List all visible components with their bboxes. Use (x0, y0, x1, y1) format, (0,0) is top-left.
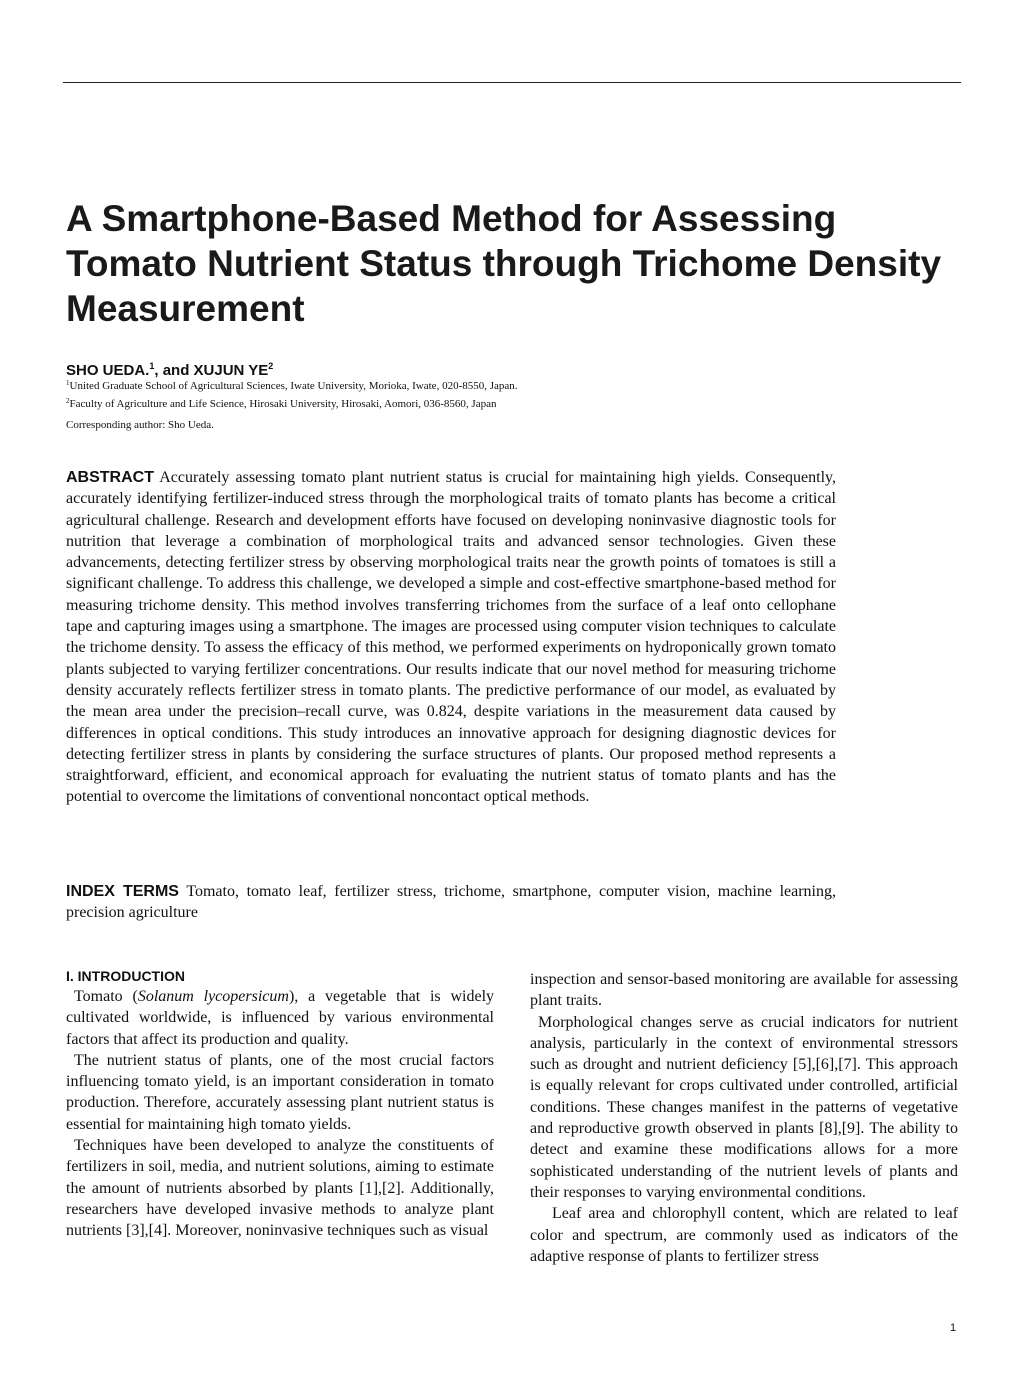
intro-p1-end: ), a vegetable that is widely cultivated worldwide, is influenced by various environmental factors that affect its production and quality. (66, 988, 495, 1048)
intro-paragraph-2: The nutrient status of plants, one of the most crucial factors influencing tomato yield, is an important consideration in tomato production. Therefore, accurately assessing plant nutrient status is essential for maintaining high tomato yields. (66, 1051, 494, 1133)
affiliation-1-mark: 1 (66, 379, 70, 387)
intro-paragraph-3: Techniques have been developed to analyze the constituents of fertilizers in soil, media, and nutrient solutions, aiming to estimate the amount of nutrients absorbed by plants [1],[2]. Additionally, researchers have developed invasive methods to analyze plant nutrients [3],[4]. Moreover, noninvasive techniques such as visual (66, 1137, 494, 1240)
section-heading-introduction: I. INTRODUCTION (66, 968, 185, 984)
column-right (530, 969, 958, 1267)
author-1-affiliation-mark: 1 (149, 361, 155, 371)
abstract-label: ABSTRACT (66, 469, 154, 486)
index-terms-label: INDEX TERMS (66, 883, 179, 900)
affiliation-1-text: United Graduate School of Agricultural Sciences, Iwate University, Morioka, Iwate, 020-8550, Japan. (69, 380, 518, 392)
intro-paragraph-1 (66, 986, 494, 1050)
affiliation-1 (66, 376, 518, 393)
intro-paragraph-5: Leaf area and chlorophyll content, which are related to leaf color and spectrum, are commonly used as indicators of the adaptive response of plants to fertilizer stress (530, 1205, 958, 1265)
affiliation-2 (66, 394, 496, 411)
column-left (66, 966, 494, 1242)
author-2-affiliation-mark: 2 (268, 361, 274, 371)
affiliation-2-mark: 2 (66, 397, 70, 405)
page-number: 1 (950, 1322, 957, 1334)
intro-paragraph-4: Morphological changes serve as crucial indicators for nutrient analysis, particularly in the context of environmental stressors such as drought and nutrient deficiency [5],[6],[7]. This approach is equally relevant for crops cultivated under controlled, artificial conditions. These changes manifest in the patterns of vegetative and reproductive growth observed in plants [8],[9]. The ability to detect and examine these modifications allows for a more sophisticated understanding of the nutrient levels of plants and their responses to varying environmental conditions. (530, 1013, 958, 1201)
author-separator: , and (154, 362, 194, 379)
affiliation-2-text: Faculty of Agriculture and Life Science, Hirosaki University, Hirosaki, Aomori, 036-8560, Japan (69, 398, 497, 410)
index-terms-text: Tomato, tomato leaf, fertilizer stress, trichome, smartphone, computer vision, machine learning, precision agriculture (66, 883, 837, 922)
author-1: SHO UEDA. (66, 362, 150, 379)
paper-title: A Smartphone-Based Method for Assessing Tomato Nutrient Status through Trichome Density Measurement (66, 198, 942, 329)
intro-p1-start: Tomato ( (74, 988, 138, 1005)
intro-paragraph-3-continued: inspection and sensor-based monitoring are available for assessing plant traits. (530, 971, 958, 1010)
abstract-text: Accurately assessing tomato plant nutrient status is crucial for maintaining high yields. Consequently, accurately identifying fertilizer-induced stress through the morphological traits of tomato plants has become a critical agricultural challenge. Research and development efforts have focused on developing noninvasive diagnostic tools for nutrition that leverage a combination of morphological traits and advanced sensor technologies. Given these advancements, detecting fertilizer stress by observing morphological traits near the growth points of tomatoes is still a significant challenge. To address this challenge, we developed a simple and cost-effective smartphone-based method for measuring trichome density. This method involves transferring trichomes from the surface of a leaf onto cellophane tape and capturing images using a smartphone. The images are processed using computer vision techniques to calculate the trichome density. To assess the efficacy of this method, we performed experiments on hydroponically grown tomato plants subjected to varying fertilizer concentrations. Our results indicate that our novel method for measuring trichome density accurately reflects fertilizer stress in tomato plants. The predictive performance of our model, as evaluated by the mean area under the precision–recall curve, was 0.824, despite variations in the measurement data caused by differences in optical conditions. This study introduces an innovative approach for designing diagnostic devices for detecting fertilizer stress in plants by considering the surface structures of plants. Our proposed method represents a straightforward, efficient, and economical approach for evaluating the nutrient status of tomato plants and has the potential to overcome the limitations of conventional noncontact optical methods. (66, 469, 836, 806)
species-name: Solanum lycopersicum (137, 988, 289, 1005)
header-rule (63, 82, 961, 83)
index-terms (66, 881, 836, 924)
author-2: XUJUN YE (193, 362, 269, 379)
abstract (66, 467, 836, 808)
corresponding-author: Corresponding author: Sho Ueda. (66, 419, 214, 431)
